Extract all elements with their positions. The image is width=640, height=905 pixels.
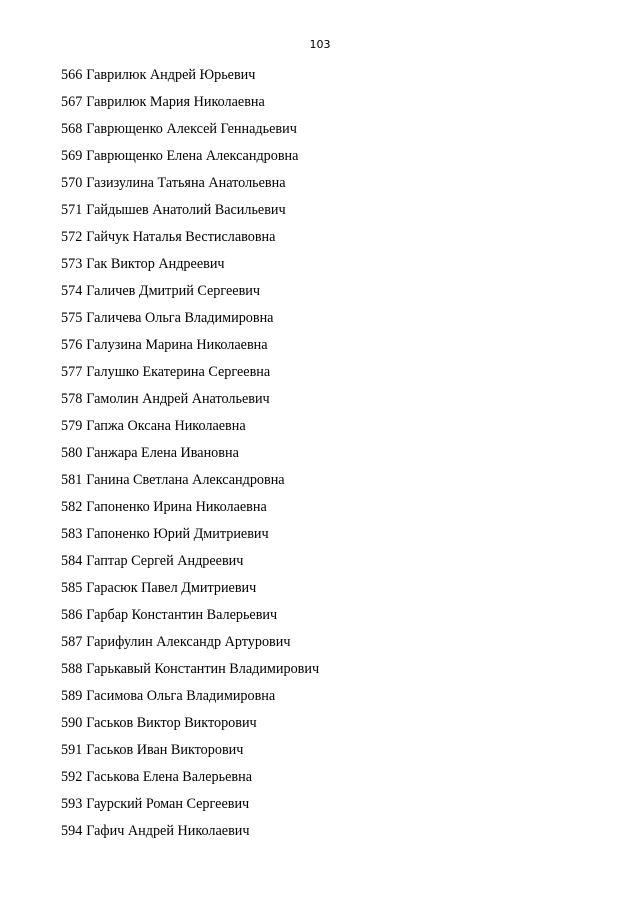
list-item bbox=[61, 66, 319, 93]
list-item bbox=[61, 120, 319, 147]
list-item bbox=[61, 336, 319, 363]
list-item bbox=[61, 768, 319, 795]
entry-number: 587 bbox=[61, 634, 83, 650]
entry-number: 569 bbox=[61, 148, 83, 164]
entry-name: Гаврилюк Андрей Юрьевич bbox=[86, 67, 256, 83]
entry-name: Гаурский Роман Сергеевич bbox=[86, 796, 250, 812]
entry-number: 589 bbox=[61, 688, 83, 704]
list-item bbox=[61, 795, 319, 822]
entry-name: Гайдышев Анатолий Васильевич bbox=[86, 202, 286, 218]
entry-name: Гафич Андрей Николаевич bbox=[86, 823, 250, 839]
entry-number: 593 bbox=[61, 796, 83, 812]
list-item bbox=[61, 606, 319, 633]
list-item bbox=[61, 471, 319, 498]
list-item bbox=[61, 390, 319, 417]
entry-number: 588 bbox=[61, 661, 83, 677]
entry-number: 578 bbox=[61, 391, 83, 407]
entry-number: 591 bbox=[61, 742, 83, 758]
entry-name: Гаськов Виктор Викторович bbox=[86, 715, 257, 731]
entry-number: 592 bbox=[61, 769, 83, 785]
name-list bbox=[61, 66, 319, 849]
list-item bbox=[61, 228, 319, 255]
list-item bbox=[61, 309, 319, 336]
entry-name: Галузина Марина Николаевна bbox=[86, 337, 268, 353]
entry-number: 584 bbox=[61, 553, 83, 569]
list-item bbox=[61, 363, 319, 390]
entry-number: 594 bbox=[61, 823, 83, 839]
entry-number: 572 bbox=[61, 229, 83, 245]
entry-name: Гапоненко Ирина Николаевна bbox=[86, 499, 267, 515]
list-item bbox=[61, 174, 319, 201]
entry-number: 571 bbox=[61, 202, 83, 218]
entry-name: Гак Виктор Андреевич bbox=[86, 256, 225, 272]
entry-name: Гаптар Сергей Андреевич bbox=[86, 553, 244, 569]
list-item bbox=[61, 147, 319, 174]
entry-name: Гарькавый Константин Владимирович bbox=[86, 661, 320, 677]
entry-name: Гаврющенко Елена Александровна bbox=[86, 148, 299, 164]
list-item bbox=[61, 255, 319, 282]
entry-name: Галушко Екатерина Сергеевна bbox=[86, 364, 271, 380]
list-item bbox=[61, 93, 319, 120]
entry-number: 583 bbox=[61, 526, 83, 542]
entry-number: 586 bbox=[61, 607, 83, 623]
entry-number: 582 bbox=[61, 499, 83, 515]
entry-name: Гаврилюк Мария Николаевна bbox=[86, 94, 265, 110]
entry-name: Газизулина Татьяна Анатольевна bbox=[86, 175, 286, 191]
list-item bbox=[61, 282, 319, 309]
entry-name: Гаськов Иван Викторович bbox=[86, 742, 244, 758]
list-item bbox=[61, 660, 319, 687]
entry-number: 575 bbox=[61, 310, 83, 326]
list-item bbox=[61, 417, 319, 444]
page-number: 103 bbox=[309, 38, 331, 51]
entry-name: Гарасюк Павел Дмитриевич bbox=[86, 580, 257, 596]
list-item bbox=[61, 525, 319, 552]
entry-number: 581 bbox=[61, 472, 83, 488]
entry-number: 567 bbox=[61, 94, 83, 110]
entry-name: Гайчук Наталья Вестиславовна bbox=[86, 229, 276, 245]
list-item bbox=[61, 552, 319, 579]
entry-number: 590 bbox=[61, 715, 83, 731]
entry-name: Гаврющенко Алексей Геннадьевич bbox=[86, 121, 297, 137]
list-item bbox=[61, 687, 319, 714]
entry-number: 570 bbox=[61, 175, 83, 191]
list-item bbox=[61, 201, 319, 228]
entry-name: Гапоненко Юрий Дмитриевич bbox=[86, 526, 269, 542]
entry-number: 573 bbox=[61, 256, 83, 272]
entry-name: Гапжа Оксана Николаевна bbox=[86, 418, 246, 434]
entry-name: Галичева Ольга Владимировна bbox=[86, 310, 274, 326]
entry-name: Гарифулин Александр Артурович bbox=[86, 634, 291, 650]
entry-number: 568 bbox=[61, 121, 83, 137]
entry-number: 585 bbox=[61, 580, 83, 596]
list-item bbox=[61, 633, 319, 660]
entry-name: Гасимова Ольга Владимировна bbox=[86, 688, 276, 704]
entry-number: 576 bbox=[61, 337, 83, 353]
entry-name: Гамолин Андрей Анатольевич bbox=[86, 391, 270, 407]
entry-name: Ганжара Елена Ивановна bbox=[86, 445, 239, 461]
entry-number: 580 bbox=[61, 445, 83, 461]
list-item bbox=[61, 822, 319, 849]
entry-name: Ганина Светлана Александровна bbox=[86, 472, 285, 488]
entry-number: 579 bbox=[61, 418, 83, 434]
list-item bbox=[61, 498, 319, 525]
list-item bbox=[61, 444, 319, 471]
entry-number: 574 bbox=[61, 283, 83, 299]
entry-number: 577 bbox=[61, 364, 83, 380]
list-item bbox=[61, 714, 319, 741]
entry-name: Гарбар Константин Валерьевич bbox=[86, 607, 278, 623]
entry-name: Галичев Дмитрий Сергеевич bbox=[86, 283, 261, 299]
list-item bbox=[61, 579, 319, 606]
entry-number: 566 bbox=[61, 67, 83, 83]
entry-name: Гаськова Елена Валерьевна bbox=[86, 769, 253, 785]
list-item bbox=[61, 741, 319, 768]
